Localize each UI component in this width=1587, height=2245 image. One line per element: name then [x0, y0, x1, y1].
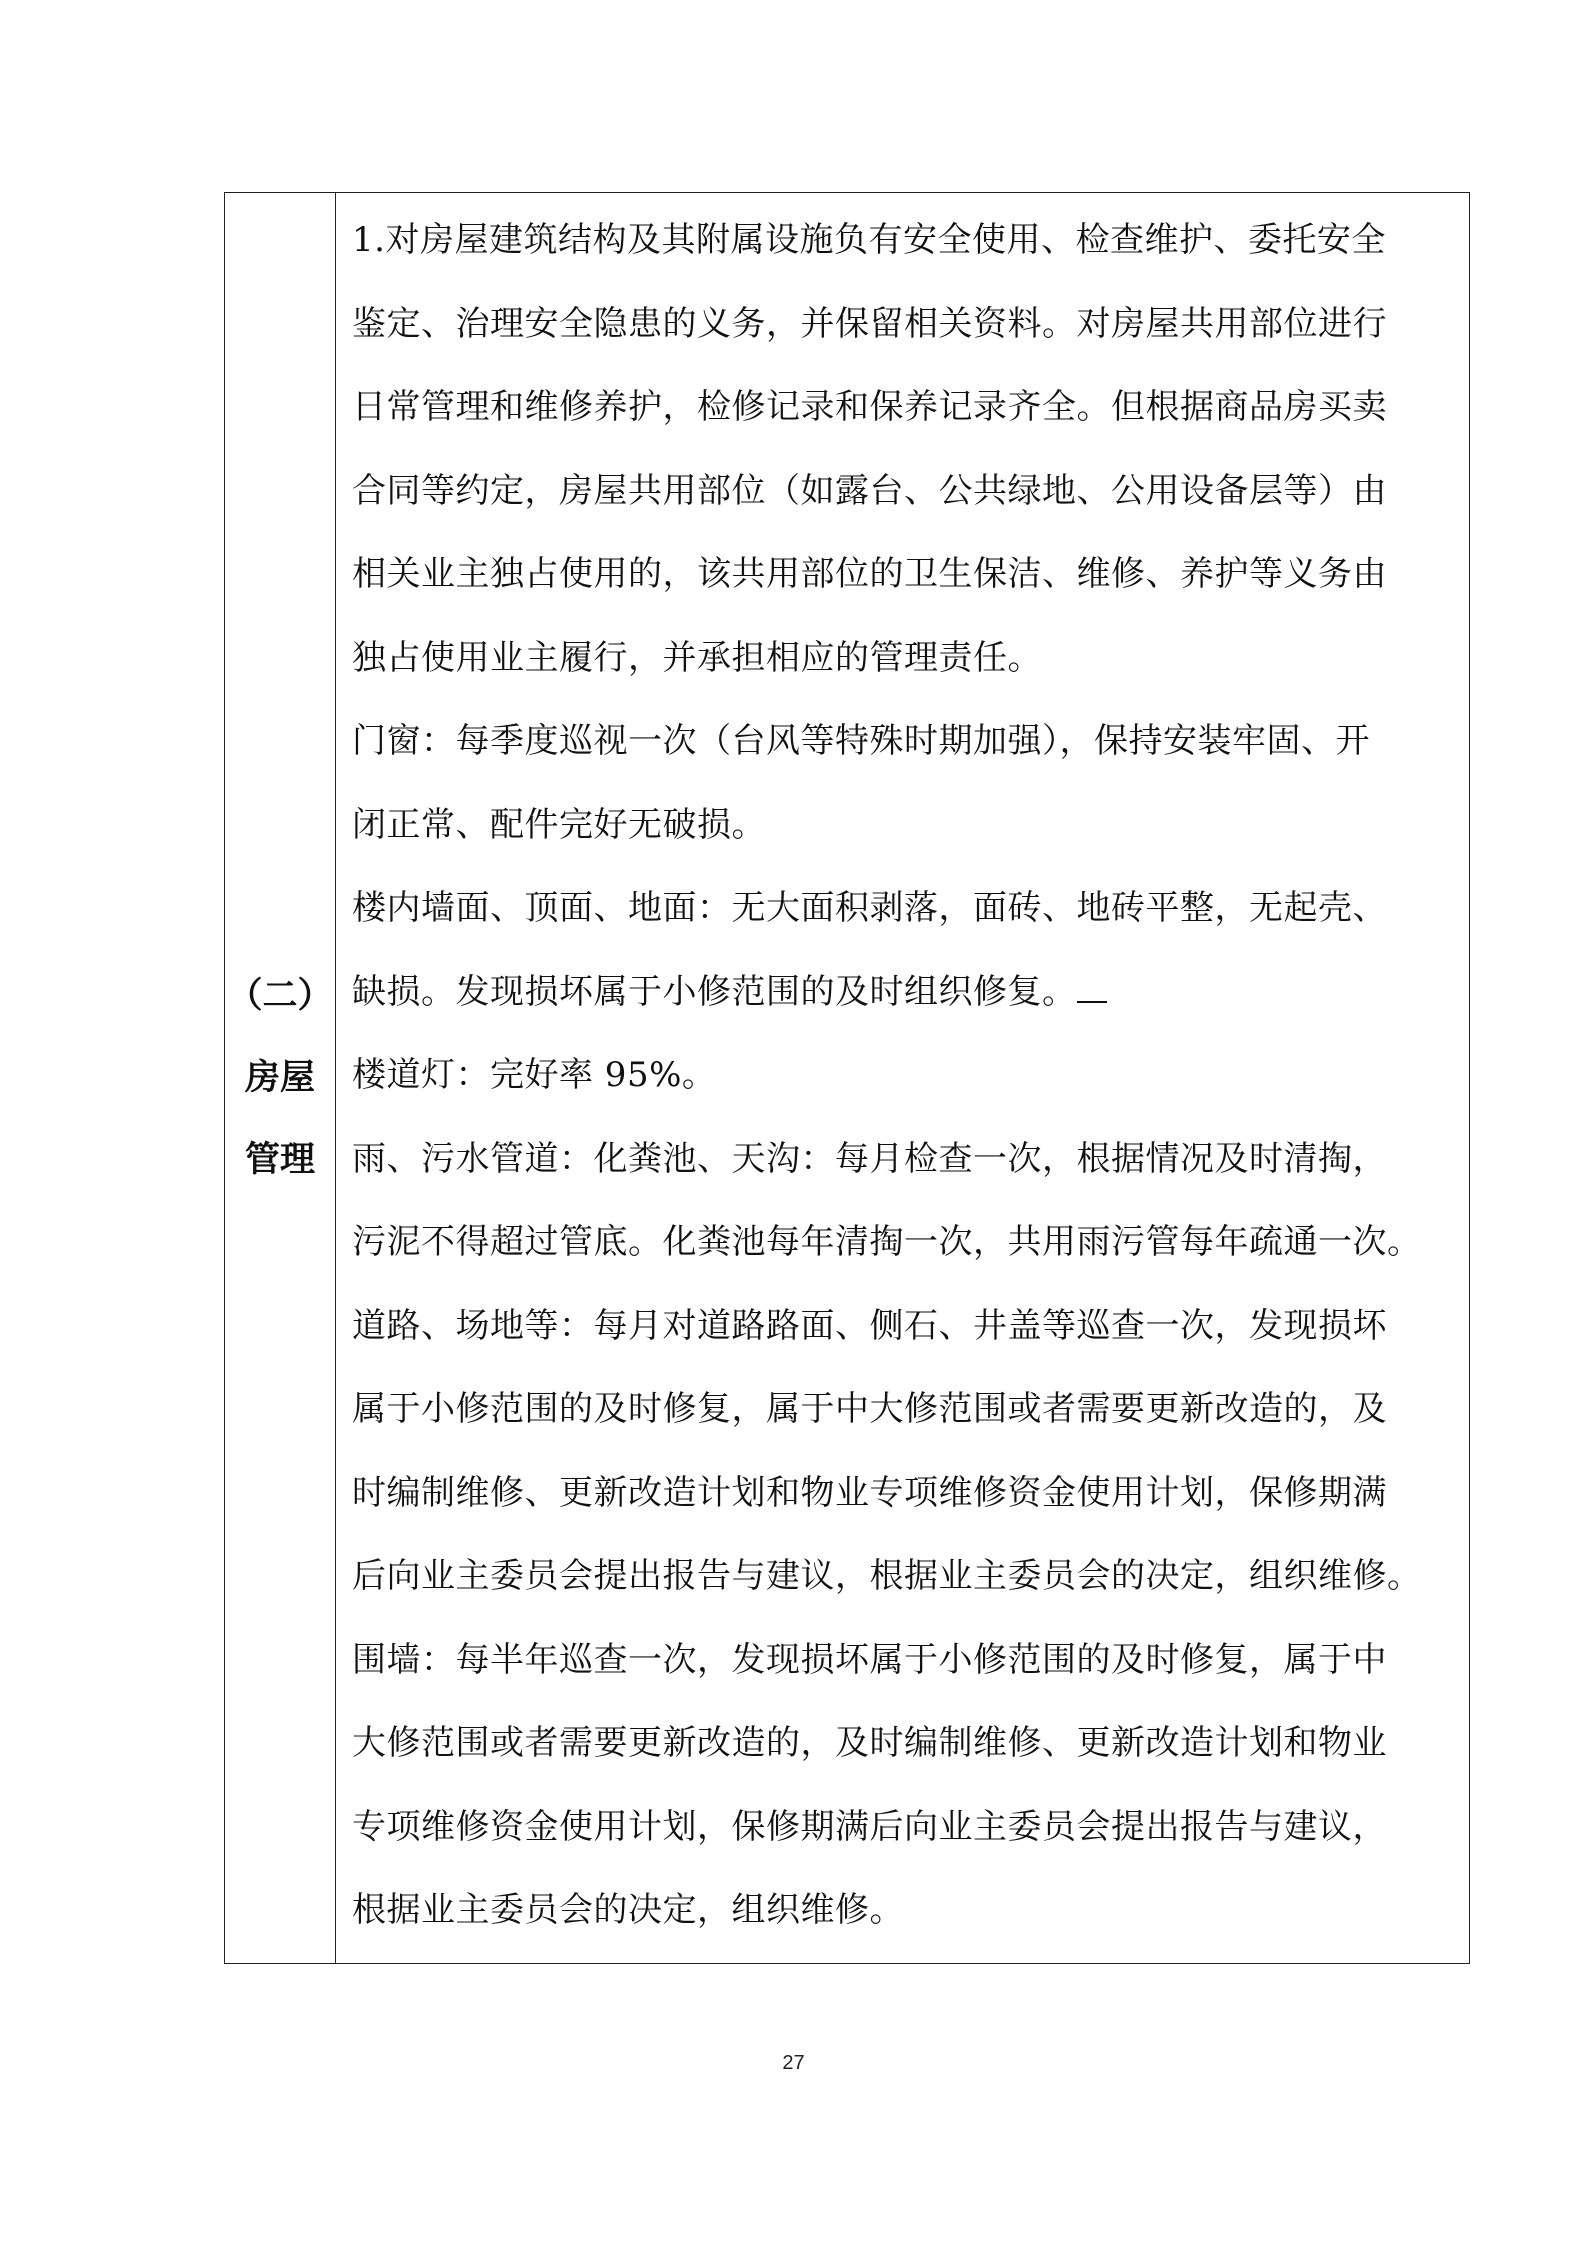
text-line: 闭正常、配件完好无破损。	[352, 804, 766, 845]
page-number: 27	[782, 2052, 805, 2074]
text-line: 门窗：每季度巡视一次（台风等特殊时期加强），保持安装牢固、开	[352, 721, 1370, 761]
text-line: 楼道灯：完好率 95%。	[352, 1055, 717, 1095]
section-number: （二）	[227, 975, 333, 1016]
text-line: 相关业主独占使用的，该共用部位的卫生保洁、维修、养护等义务由	[352, 554, 1387, 594]
text-line: 污泥不得超过管底。化粪池每年清掏一次，共用雨污管每年疏通一次。	[352, 1222, 1422, 1262]
text-line: 合同等约定，房屋共用部位（如露台、公共绿地、公用设备层等）由	[352, 470, 1387, 511]
text-line: 后向业主委员会提出报告与建议，根据业主委员会的决定，组织维修。	[352, 1556, 1422, 1596]
text-line: 专项维修资金使用计划，保修期满后向业主委员会提出报告与建议，	[352, 1806, 1387, 1847]
text-line: 缺损。发现损坏属于小修范围的及时组织修复。	[352, 971, 1077, 1012]
text-line: 楼内墙面、顶面、地面：无大面积剥落，面砖、地砖平整，无起壳、	[352, 888, 1387, 928]
text-line-with-underline	[352, 951, 1455, 1035]
management-table	[224, 192, 1470, 1964]
text-line: 独占使用业主履行，并承担相应的管理责任。	[352, 637, 1042, 678]
text-line: 日常管理和维修养护，检修记录和保养记录齐全。但根据商品房买卖	[352, 387, 1387, 427]
table-row	[225, 193, 1470, 1964]
text-line: 1.对房屋建筑结构及其附属设施负有安全使用、检查维护、委托安全	[352, 220, 1386, 260]
text-line: 根据业主委员会的决定，组织维修。	[352, 1890, 904, 1930]
text-line: 道路、场地等：每月对道路路面、侧石、井盖等巡查一次，发现损坏	[352, 1305, 1387, 1346]
text-line: 属于小修范围的及时修复，属于中大修范围或者需要更新改造的，及	[352, 1389, 1387, 1429]
text-line: 雨、污水管道：化粪池、天沟：每月检查一次，根据情况及时清掏，	[352, 1138, 1387, 1179]
section-content-cell	[336, 193, 1470, 1964]
section-title-line2: 管理	[244, 1139, 315, 1180]
text-line: 大修范围或者需要更新改造的，及时编制维修、更新改造计划和物业	[352, 1723, 1387, 1763]
underline-blank	[1077, 971, 1107, 1003]
section-title-line1: 房屋	[244, 1057, 315, 1098]
text-line: 围墙：每半年巡查一次，发现损坏属于小修范围的及时修复，属于中	[352, 1639, 1387, 1680]
text-line: 鉴定、治理安全隐患的义务，并保留相关资料。对房屋共用部位进行	[352, 303, 1387, 344]
text-line: 时编制维修、更新改造计划和物业专项维修资金使用计划，保修期满	[352, 1472, 1387, 1513]
section-label-cell	[225, 193, 336, 1964]
